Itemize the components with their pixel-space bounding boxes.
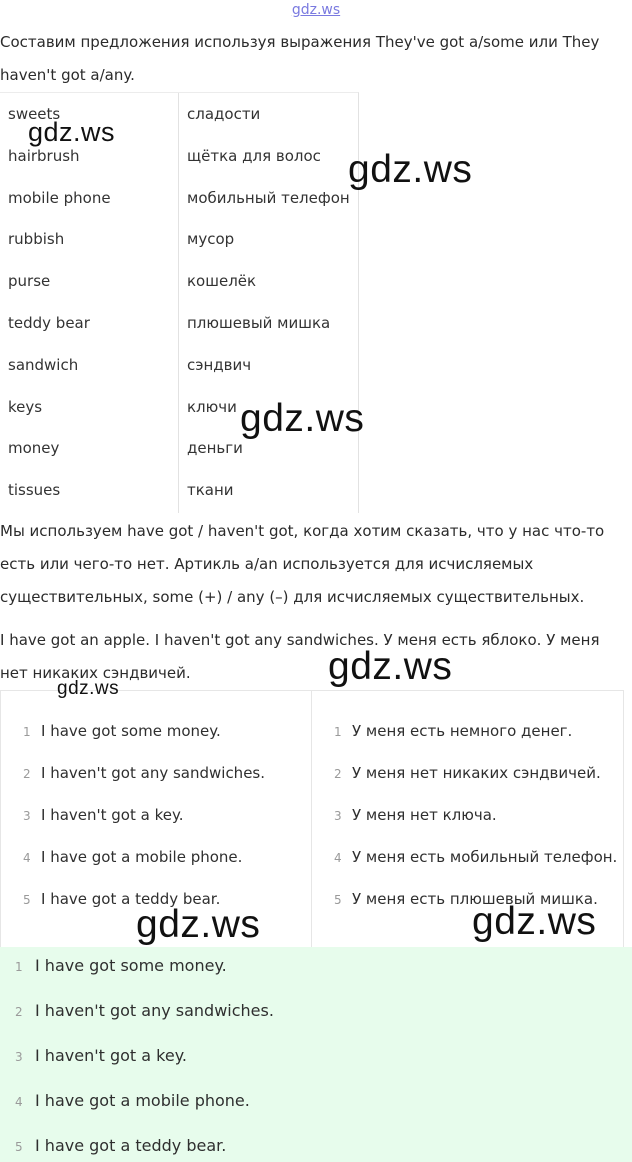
answer-en: I have got a mobile phone. — [41, 848, 243, 866]
item-number: 1 — [15, 960, 23, 974]
item-number: 4 — [334, 851, 342, 865]
table-row — [0, 302, 358, 344]
item-number: 2 — [23, 767, 31, 781]
vocab-en: tissues — [8, 481, 61, 500]
vocab-en: sweets — [8, 105, 61, 123]
item-number: 5 — [15, 1140, 23, 1154]
watermark: gdz.ws — [136, 903, 261, 946]
example-text: I have got an apple. I haven't got any sandwiches. У меня есть яблоко. У меня нет никаких сэндвичей. — [0, 631, 600, 682]
vocab-en: money — [8, 439, 60, 458]
highlighted-answer: I haven't got a key. — [35, 1046, 187, 1065]
list-item — [334, 764, 601, 794]
list-item — [15, 1136, 226, 1155]
item-number: 1 — [23, 725, 31, 739]
list-item — [23, 764, 265, 794]
item-number: 2 — [334, 767, 342, 781]
item-number: 4 — [15, 1095, 23, 1109]
column-divider — [311, 691, 312, 947]
vocab-ru: мусор — [187, 230, 235, 249]
watermark: gdz.ws — [28, 117, 116, 147]
highlighted-answer: I have got a mobile phone. — [35, 1091, 250, 1110]
vocab-ru: деньги — [187, 439, 243, 458]
list-item — [334, 806, 497, 836]
answer-ru: У меня нет ключа. — [352, 806, 497, 824]
table-row — [0, 344, 358, 386]
table-row — [0, 260, 358, 302]
vocab-ru: ключи — [187, 397, 237, 416]
watermark: gdz.ws — [328, 645, 453, 688]
table-row — [0, 469, 358, 511]
list-item — [15, 956, 227, 975]
table-row — [0, 177, 358, 219]
item-number: 3 — [23, 809, 31, 823]
watermark: gdz.ws — [240, 397, 365, 440]
item-number: 5 — [334, 893, 342, 907]
vocab-en: keys — [8, 397, 43, 416]
site-link[interactable]: gdz.ws — [291, 2, 341, 18]
list-item — [15, 1046, 187, 1065]
item-number: 3 — [334, 809, 342, 823]
answer-ru: У меня есть плюшевый мишка. — [352, 890, 598, 908]
highlighted-answer: I haven't got any sandwiches. — [35, 1001, 274, 1020]
vocab-ru: сэндвич — [187, 355, 252, 374]
vocab-en: teddy bear — [8, 314, 90, 332]
list-item — [15, 1001, 274, 1020]
answer-ru: У меня нет никаких сэндвичей. — [352, 764, 601, 782]
vocab-en: purse — [8, 272, 51, 291]
vocab-en: rubbish — [8, 230, 65, 249]
vocab-ru: кошелёк — [187, 272, 257, 291]
list-item — [23, 722, 221, 752]
highlighted-answers — [0, 947, 632, 1162]
watermark: gdz.ws — [472, 900, 597, 943]
vocab-ru: мобильный телефон — [187, 188, 350, 207]
list-item — [334, 722, 572, 752]
table-row — [0, 218, 358, 260]
highlighted-answer: I have got some money. — [35, 956, 227, 975]
vocabulary-table — [0, 92, 359, 513]
answer-ru: У меня есть мобильный телефон. — [352, 848, 618, 866]
item-number: 2 — [15, 1005, 23, 1019]
list-item — [334, 848, 617, 878]
answer-en: I haven't got any sandwiches. — [41, 764, 266, 782]
item-number: 5 — [23, 893, 31, 907]
answer-en: I have got a teddy bear. — [41, 890, 221, 908]
vocab-ru: сладости — [187, 105, 261, 123]
item-number: 4 — [23, 851, 31, 865]
vocab-en: sandwich — [8, 355, 79, 374]
answer-en: I haven't got a key. — [41, 806, 184, 824]
highlighted-answer: I have got a teddy bear. — [35, 1136, 227, 1155]
item-number: 3 — [15, 1050, 23, 1064]
vocab-en: mobile phone — [8, 188, 111, 207]
answer-en: I have got some money. — [41, 722, 221, 740]
list-item — [23, 848, 242, 878]
list-item — [15, 1091, 250, 1110]
answer-ru: У меня есть немного денег. — [352, 722, 573, 740]
item-number: 1 — [334, 725, 342, 739]
vocab-ru: ткани — [187, 481, 234, 500]
vocab-ru: плюшевый мишка — [187, 314, 331, 332]
explanation-text: Мы используем have got / haven't got, когда хотим сказать, что у нас что-то есть или чего-то нет. Артикль a/an используется для исчисляемых существительных, some (+) / any (–) для исчисляемых существительных. — [0, 522, 605, 606]
watermark: gdz.ws — [57, 678, 120, 699]
watermark: gdz.ws — [348, 148, 473, 191]
vocab-en: hairbrush — [8, 146, 80, 165]
intro-text: Составим предложения используя выражения They've got a/some или They haven't got a/any. — [0, 33, 600, 84]
list-item — [23, 806, 183, 836]
vocab-ru: щётка для волос — [187, 146, 321, 165]
